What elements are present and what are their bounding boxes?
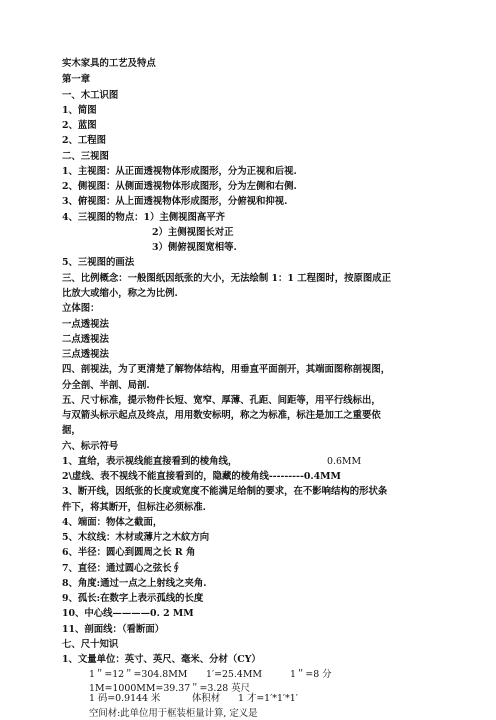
section-heading: 立体图：: [62, 303, 100, 314]
unit-conversion-inch: 1＂=12＂=304.8MM: [89, 669, 188, 680]
list-item: 4、三视图的物点：1）主侧视图高平齐: [62, 212, 226, 223]
paragraph-line: 三、比例概念：一般图纸因纸张的大小，无法绘制 1：1 工程图时，按原图成正: [62, 273, 391, 284]
list-item: 7、直径：通过圆心之弦长∮: [62, 563, 182, 574]
list-item: 4、端面：物体之截面，: [62, 517, 163, 528]
list-item: 三点透视法: [62, 349, 109, 360]
list-item: 一点透视法: [62, 319, 109, 330]
paragraph-line: 四、剖视法，为了更清楚了解物体结构，用垂直平面剖开，其端面图称剖视图，: [62, 364, 391, 375]
list-item: 2、工程图: [62, 135, 107, 146]
list-item: 5、木纹线：木材或薄片之木紋方向: [62, 532, 210, 543]
list-item: 9、孤长:在数字上表示孤线的长度: [62, 593, 204, 604]
list-item: 1、简图: [62, 105, 97, 116]
section-heading: 七、尺十知识: [62, 639, 119, 650]
list-item: 3）侧俯视图宽相等.: [152, 242, 237, 253]
section-heading: 一、木工识图: [62, 90, 119, 101]
list-item: 3、俯视图：从上面透视物体形成图形，分俯视和抑视.: [62, 196, 288, 207]
paragraph-line: 分全剖、半剖、局剖.: [62, 380, 150, 391]
paragraph-line: 据，: [62, 425, 81, 436]
section-heading: 六、标示符号: [62, 441, 119, 452]
section-heading: 二、三视图: [62, 151, 109, 162]
line-width-value: 0.6MM: [327, 456, 362, 467]
paragraph-line: 与双箭头标示起点及终点，用用数安标明，称之为标准，标注是加工之重要依: [62, 410, 381, 421]
list-item: 二点透视法: [62, 334, 109, 345]
unit-conversion-mm: 1′=25.4MM: [206, 669, 263, 680]
space-volume-definition: 空间材:此单位用于框装柜量计算, 定义是: [89, 708, 258, 719]
paragraph-line: 3、断开线，因纸张的长度或宽度不能满足给制的要求，在不影响结构的形状条: [62, 486, 388, 497]
unit-conversion-fen: 1＂=8 分: [290, 669, 332, 680]
list-item: 2、蓝图: [62, 120, 97, 131]
list-item: 2、侧视图：从侧面透视物体形成图形，分为左侧和右侧.: [62, 181, 297, 192]
unit-conversion-yard: 1 码=0.9144 米: [89, 693, 161, 704]
list-item: 11、剖面线：（看断面）: [62, 624, 165, 635]
volume-formula: 1 才=1′*1′*1′: [238, 693, 298, 704]
paragraph-line: 件下，将其断开，但标注必须标准.: [62, 502, 206, 513]
unit-conversion-meter: 1M=1000MM=39.37＂=3.28 英尺: [89, 683, 251, 694]
list-item: 6、半径：圆心到圆周之长 R 角: [62, 547, 196, 558]
list-item: [62, 456, 237, 468]
list-item: 8、角度:通过一点之上射线之夹角.: [62, 578, 207, 589]
volume-label: 体积材: [192, 693, 221, 704]
list-item: 10、中心线————0. 2 MM: [62, 608, 194, 619]
paragraph-line: 比放大或缩小，称之为比例.: [62, 288, 178, 299]
document-title: 实木家具的工艺及特点: [62, 58, 156, 69]
list-item: 1、文量单位：英寸、英尺、毫米、分材（CY）: [62, 654, 261, 665]
list-item-text: 1、直给，表示视线能直接看到的棱角线，: [62, 456, 238, 467]
list-item: 2\虚线、表不视线不能直接看到的，隐藏的棱角线---------0.4MM: [62, 471, 341, 482]
list-item: 5、三视图的画法: [62, 257, 135, 268]
list-item: 2）主侧视图长对正: [152, 227, 234, 238]
paragraph-line: 五、尺寸标准，提示物件长短、宽窄、厚薄、孔距、间距等，用平行线标出，: [62, 395, 381, 406]
chapter-heading: 第一章: [62, 74, 91, 85]
list-item: 1、主视图：从正面透视物体形成图形，分为正视和后视.: [62, 166, 297, 177]
